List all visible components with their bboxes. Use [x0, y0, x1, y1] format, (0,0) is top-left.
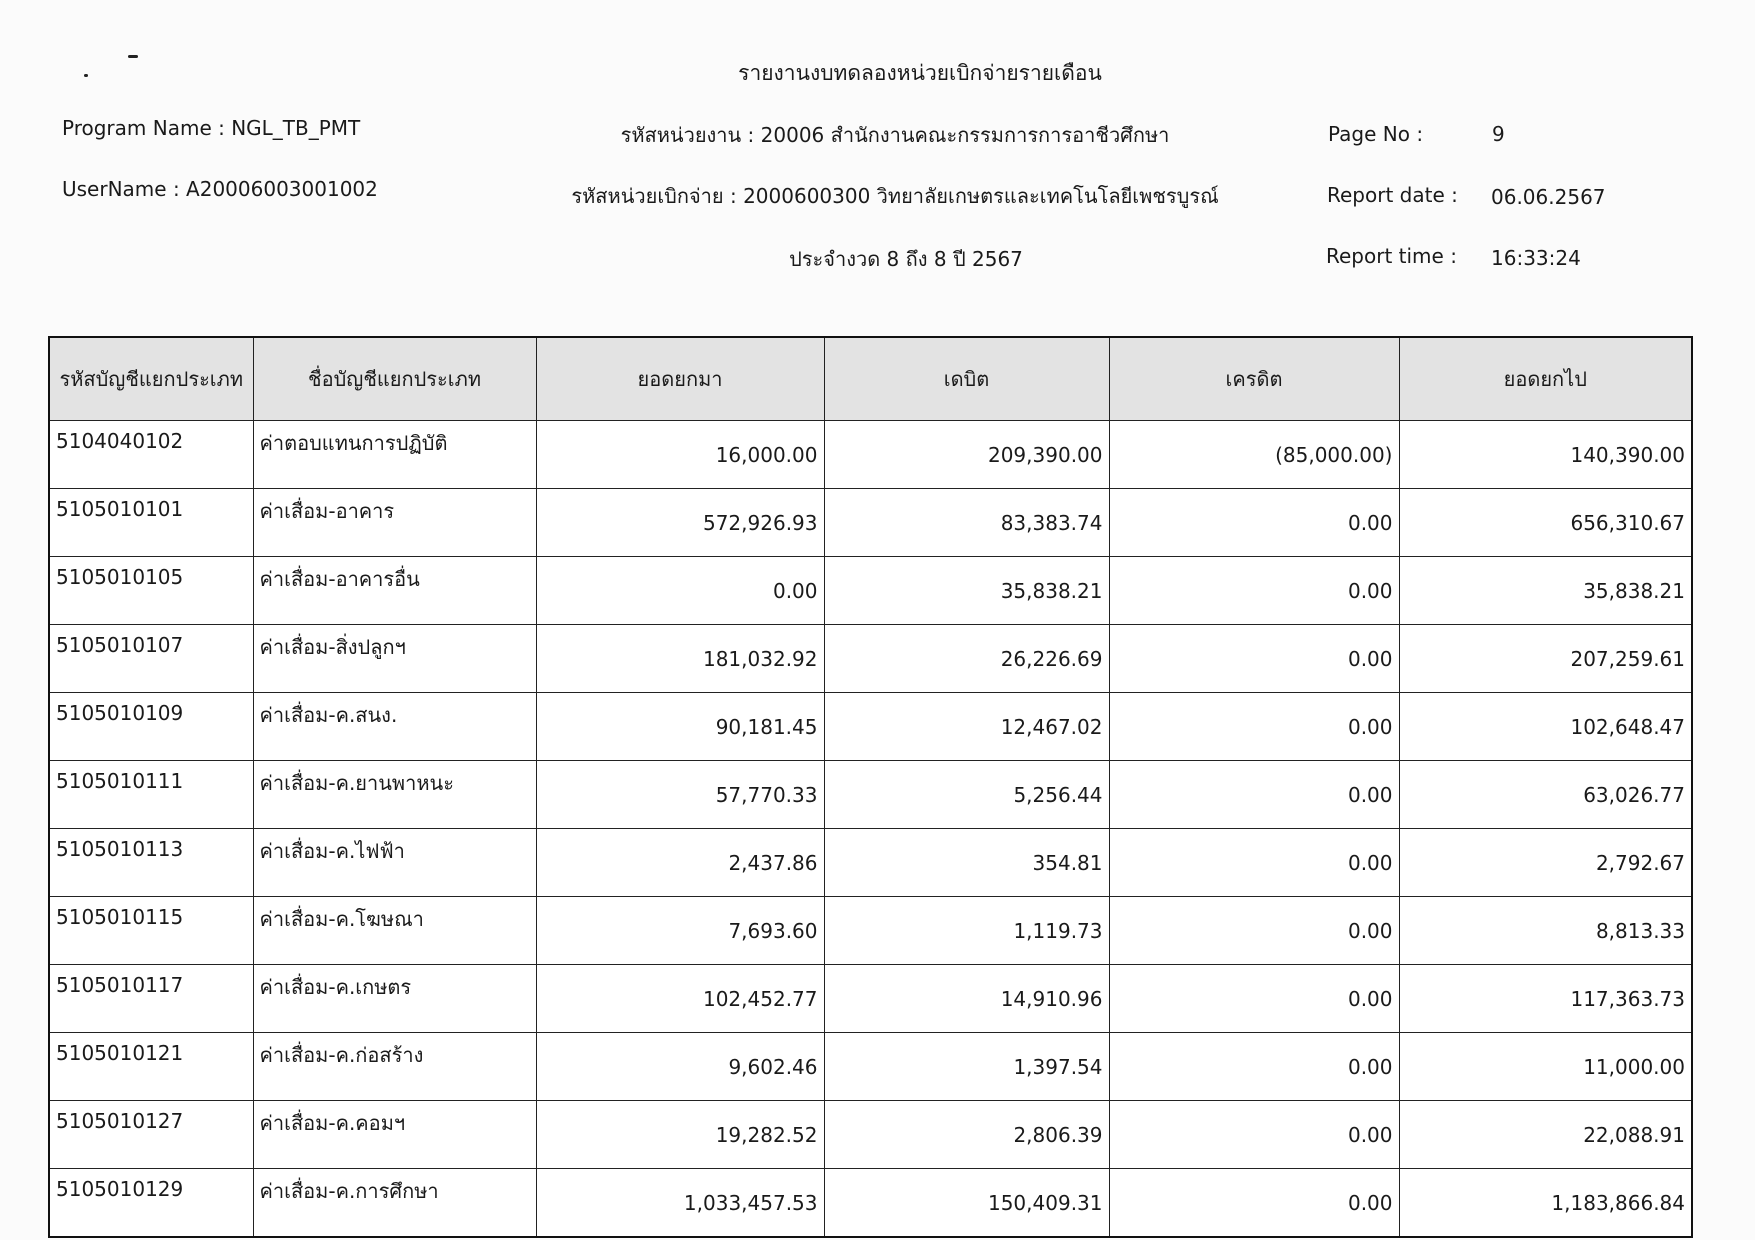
carried-forward: 2,792.67 [1399, 829, 1692, 897]
credit: 0.00 [1109, 1033, 1399, 1101]
carried-forward: 22,088.91 [1399, 1101, 1692, 1169]
report-date: 06.06.2567 [1491, 185, 1606, 209]
header-credit: เครดิต [1109, 337, 1399, 421]
debit: 12,467.02 [824, 693, 1109, 761]
carried-forward: 11,000.00 [1399, 1033, 1692, 1101]
report-time-label: Report time : [1326, 244, 1457, 268]
debit: 26,226.69 [824, 625, 1109, 693]
debit: 150,409.31 [824, 1169, 1109, 1238]
header-carried-forward: ยอดยกไป [1399, 337, 1692, 421]
header-brought-forward: ยอดยกมา [536, 337, 824, 421]
table-row [49, 829, 1692, 897]
credit: 0.00 [1109, 897, 1399, 965]
debit: 354.81 [824, 829, 1109, 897]
header-account-name: ชื่อบัญชีแยกประเภท [253, 337, 536, 421]
credit: 0.00 [1109, 625, 1399, 693]
debit: 83,383.74 [824, 489, 1109, 557]
brought-forward: 572,926.93 [536, 489, 824, 557]
carried-forward: 207,259.61 [1399, 625, 1692, 693]
brought-forward: 7,693.60 [536, 897, 824, 965]
brought-forward: 16,000.00 [536, 421, 824, 489]
account-code: 5105010107 [49, 625, 253, 693]
report-time: 16:33:24 [1491, 246, 1581, 270]
carried-forward: 140,390.00 [1399, 421, 1692, 489]
account-code: 5105010127 [49, 1101, 253, 1169]
table-row [49, 897, 1692, 965]
account-name: ค่าเสื่อม-ค.ก่อสร้าง [253, 1033, 536, 1101]
credit: 0.00 [1109, 829, 1399, 897]
table-row [49, 625, 1692, 693]
brought-forward: 1,033,457.53 [536, 1169, 824, 1238]
table-row [49, 421, 1692, 489]
carried-forward: 63,026.77 [1399, 761, 1692, 829]
debit: 2,806.39 [824, 1101, 1109, 1169]
table-row [49, 693, 1692, 761]
table-row [49, 1101, 1692, 1169]
credit: 0.00 [1109, 1169, 1399, 1238]
debit: 1,119.73 [824, 897, 1109, 965]
carried-forward: 35,838.21 [1399, 557, 1692, 625]
brought-forward: 90,181.45 [536, 693, 824, 761]
header-debit: เดบิต [824, 337, 1109, 421]
agency-code: รหัสหน่วยงาน : 20006 สำนักงานคณะกรรมการการอาชีวศึกษา [620, 123, 1170, 147]
debit: 209,390.00 [824, 421, 1109, 489]
header-account-code: รหัสบัญชีแยกประเภท [49, 337, 253, 421]
table-row [49, 489, 1692, 557]
brought-forward: 19,282.52 [536, 1101, 824, 1169]
report-period: ประจำงวด 8 ถึง 8 ปี 2567 [789, 247, 1023, 271]
table-header-row [49, 337, 1692, 421]
account-code: 5104040102 [49, 421, 253, 489]
table-row [49, 1033, 1692, 1101]
account-name: ค่าเสื่อม-อาคารอื่น [253, 557, 536, 625]
report-title: รายงานงบทดลองหน่วยเบิกจ่ายรายเดือน [738, 61, 1102, 85]
carried-forward: 656,310.67 [1399, 489, 1692, 557]
account-code: 5105010117 [49, 965, 253, 1033]
scan-speck [128, 55, 138, 58]
table-row [49, 965, 1692, 1033]
brought-forward: 57,770.33 [536, 761, 824, 829]
account-name: ค่าเสื่อม-ค.เกษตร [253, 965, 536, 1033]
account-name: ค่าเสื่อม-ค.ไฟฟ้า [253, 829, 536, 897]
disbursement-unit: รหัสหน่วยเบิกจ่าย : 2000600300 วิทยาลัยเกษตรและเทคโนโลยีเพชรบูรณ์ [571, 184, 1219, 208]
account-name: ค่าเสื่อม-ค.คอมฯ [253, 1101, 536, 1169]
page-no: 9 [1492, 122, 1505, 146]
account-name: ค่าเสื่อม-ค.สนง. [253, 693, 536, 761]
trial-balance-table [48, 336, 1693, 1238]
account-code: 5105010111 [49, 761, 253, 829]
debit: 5,256.44 [824, 761, 1109, 829]
credit: (85,000.00) [1109, 421, 1399, 489]
credit: 0.00 [1109, 761, 1399, 829]
carried-forward: 117,363.73 [1399, 965, 1692, 1033]
debit: 14,910.96 [824, 965, 1109, 1033]
program-name: Program Name : NGL_TB_PMT [62, 116, 361, 140]
account-code: 5105010115 [49, 897, 253, 965]
carried-forward: 102,648.47 [1399, 693, 1692, 761]
account-name: ค่าตอบแทนการปฏิบัติ [253, 421, 536, 489]
brought-forward: 9,602.46 [536, 1033, 824, 1101]
user-name: UserName : A20006003001002 [62, 177, 378, 201]
account-code: 5105010113 [49, 829, 253, 897]
account-name: ค่าเสื่อม-อาคาร [253, 489, 536, 557]
account-code: 5105010105 [49, 557, 253, 625]
debit: 1,397.54 [824, 1033, 1109, 1101]
account-code: 5105010121 [49, 1033, 253, 1101]
account-name: ค่าเสื่อม-สิ่งปลูกฯ [253, 625, 536, 693]
table-row [49, 1169, 1692, 1238]
page-no-label: Page No : [1328, 122, 1424, 146]
brought-forward: 181,032.92 [536, 625, 824, 693]
account-name: ค่าเสื่อม-ค.โฆษณา [253, 897, 536, 965]
table-row [49, 557, 1692, 625]
brought-forward: 102,452.77 [536, 965, 824, 1033]
table-row [49, 761, 1692, 829]
credit: 0.00 [1109, 557, 1399, 625]
credit: 0.00 [1109, 693, 1399, 761]
account-name: ค่าเสื่อม-ค.การศึกษา [253, 1169, 536, 1238]
account-code: 5105010101 [49, 489, 253, 557]
carried-forward: 1,183,866.84 [1399, 1169, 1692, 1238]
brought-forward: 0.00 [536, 557, 824, 625]
credit: 0.00 [1109, 489, 1399, 557]
account-code: 5105010109 [49, 693, 253, 761]
debit: 35,838.21 [824, 557, 1109, 625]
credit: 0.00 [1109, 965, 1399, 1033]
scan-speck [84, 74, 88, 77]
carried-forward: 8,813.33 [1399, 897, 1692, 965]
report-date-label: Report date : [1327, 183, 1458, 207]
brought-forward: 2,437.86 [536, 829, 824, 897]
account-name: ค่าเสื่อม-ค.ยานพาหนะ [253, 761, 536, 829]
credit: 0.00 [1109, 1101, 1399, 1169]
account-code: 5105010129 [49, 1169, 253, 1238]
